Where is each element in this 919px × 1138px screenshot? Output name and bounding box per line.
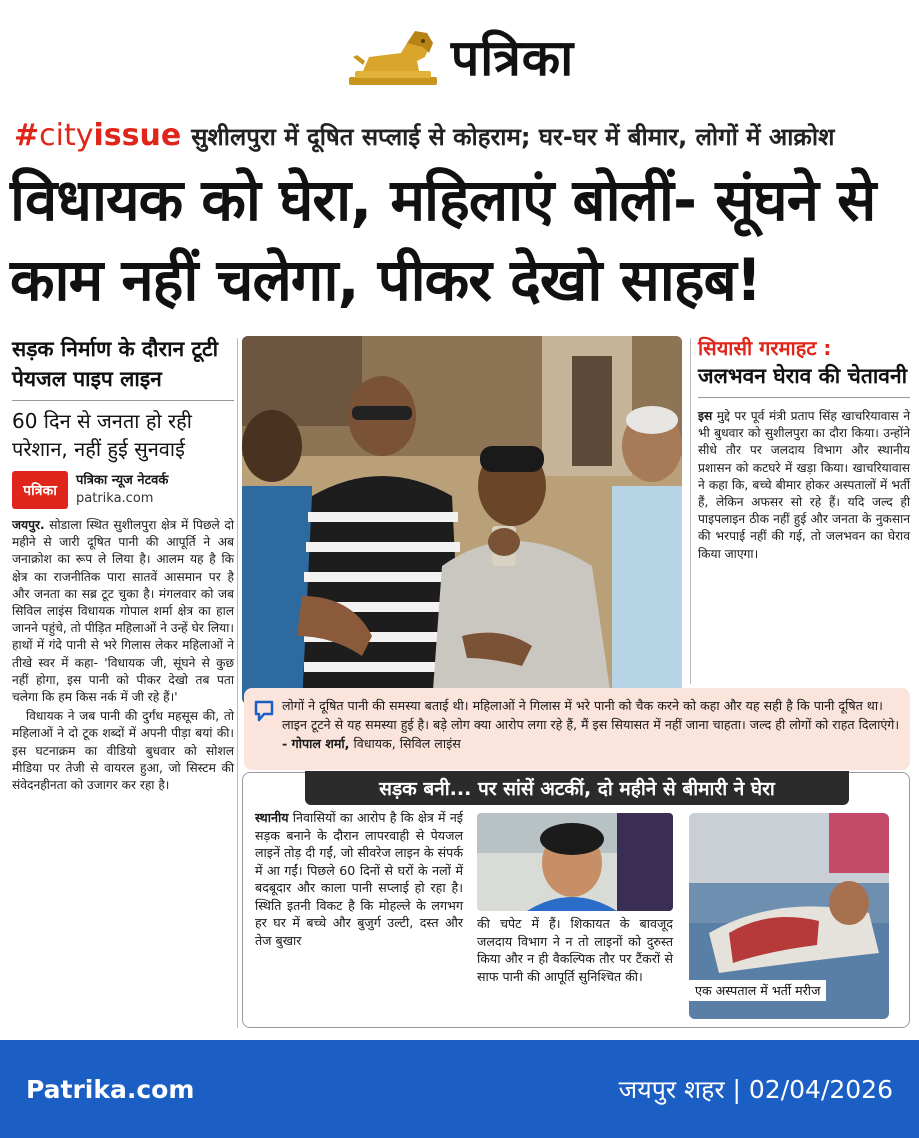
lion-logo-icon xyxy=(345,21,441,91)
footer-bar xyxy=(0,1040,919,1138)
city-issue-tag: #cityissue xyxy=(14,118,182,153)
hospital-caption: एक अस्पताल में भर्ती मरीज xyxy=(689,980,826,1001)
dateline: जयपुर. xyxy=(12,518,45,532)
quote-text: लोगों ने दूषित पानी की समस्या बताई थी। महिलाओं ने गिलास में भरे पानी को चैक करने को कहा और यह सही है कि पानी दूषित था। लाइन टूटने से यह समस्या हुई है। बड़े लोग क्या आरोप लगा रहे हैं, मैं इस सियासत में नहीं जाना चाहता। जल्द ही लोगों को राहत दिलाएंगे। xyxy=(282,698,900,732)
hospital-photo xyxy=(689,813,889,1019)
right-headline: जलभवन घेराव की चेतावनी xyxy=(698,364,908,388)
left-para-2: विधायक ने जब पानी की दुर्गंध महसूस की, तो महिलाओं ने दो टूक शब्दों में अपनी पीड़ा बयां की। इस घटनाक्रम का वीडियो बुधवार को सोशल मीडिया पर तेजी से वायरल हुआ, जो सिस्टम की संवेदनहीनता को उजागर कर रहा है। xyxy=(12,709,234,793)
column-rule-right xyxy=(690,338,691,684)
bottom-story-box xyxy=(242,772,910,1028)
quote-author: - गोपाल शर्मा, xyxy=(282,736,350,751)
footer-site-link[interactable]: Patrika.com xyxy=(26,1074,195,1104)
quote-role: विधायक, सिविल लाइंस xyxy=(353,736,461,751)
divider xyxy=(698,397,910,398)
divider xyxy=(12,400,234,401)
column-rule-left xyxy=(237,338,238,1028)
byline-name: पत्रिका न्यूज नेटवर्क xyxy=(76,473,169,488)
main-photo-illustration xyxy=(242,336,682,704)
bottom-story-headline: सड़क बनी... पर सांसें अटकीं, दो महीने से बीमारी ने घेरा xyxy=(305,771,849,805)
right-kicker: सियासी गरमाहट : xyxy=(698,336,832,360)
byline-site: patrika.com xyxy=(76,491,154,506)
main-headline: विधायक को घेरा, महिलाएं बोलीं- सूंघने से काम नहीं चलेगा, पीकर देखो साहब! xyxy=(10,166,876,314)
main-photo xyxy=(242,336,682,704)
left-subhead: सड़क निर्माण के दौरान टूटी पेयजल पाइप लाइन xyxy=(12,337,219,391)
left-body xyxy=(12,517,234,794)
left-deck: 60 दिन से जनता हो रही परेशान, नहीं हुई सुनवाई xyxy=(12,409,192,461)
masthead xyxy=(0,0,919,112)
right-body: इस मुद्दे पर पूर्व मंत्री प्रताप सिंह खाचरियावास ने भी बुधवार को सुशीलपुरा का दौरा किया। उन्होंने सीधे तौर पर जलदाय विभाग और स्थानीय प्रशासन को कटघरे में खड़ा किया। खाचरियावास ने कहा कि, बच्चे बीमार होकर अस्पतालों में भर्ती हैं, लेकिन अफसर सो रहे हैं। यदि जल्द ही पाइपलाइन ठीक नहीं हुई और जनता के नुकसान की भरपाई नहीं की गई, तो जलभवन का घेराव किया जाएगा। xyxy=(698,409,911,561)
patrika-badge: पत्रिका xyxy=(12,471,68,509)
left-para-1: सोडाला स्थित सुशीलपुरा क्षेत्र में पिछले दो महीने से जारी दूषित पानी की आपूर्ति ने अब जनाक्रोश का रूप ले लिया है। आलम यह है कि क्षेत्र का राजनीतिक पारा सातवें आसमान पर है और जनता का सब्र टूट चुका है। मंगलवार को जब सिविल लाइंस विधायक गोपाल शर्मा क्षेत्र का हाल जानने पहुंचे, तो पीड़ित महिलाओं ने उन्हें घेर लिया। हाथों में गंदे पानी से भरे गिलास लेकर महिलाओं ने तीखे स्वर में कहा- 'विधायक जी, सूंघने से कुछ नहीं होगा, इस पानी को पीकर देखो तब पता चलेगा कि हम किस नर्क में जी रहे हैं।' xyxy=(12,518,235,705)
kicker xyxy=(14,118,909,158)
footer-edition-date: जयपुर शहर | 02/04/2026 xyxy=(618,1075,893,1104)
brand-name: पत्रिका xyxy=(450,29,575,87)
byline xyxy=(12,471,234,509)
left-column xyxy=(12,334,234,794)
child-photo-illustration xyxy=(477,813,673,911)
mla-quote-box xyxy=(244,688,910,770)
child-photo xyxy=(477,813,673,911)
bottom-col-2: की चपेट में हैं। शिकायत के बावजूद जलदाय विभाग ने न तो लाइनों को दुरुस्त किया और न ही वैकल्पिक तौर पर टैंकरों से साफ पानी की आपूर्ति सुनिश्चित की। xyxy=(477,916,673,984)
quote-icon xyxy=(254,700,274,722)
kicker-text: सुशीलपुरा में दूषित सप्लाई से कोहराम; घर-घर में बीमार, लोगों में आक्रोश xyxy=(191,123,835,151)
bottom-col-1: स्थानीय निवासियों का आरोप है कि क्षेत्र में नई सड़क बनाने के दौरान लापरवाही से पेयजल लाइनें तोड़ दी गईं, जो सीवरेज लाइन के संपर्क में आ गईं। पिछले 60 दिनों से घरों के नलों में बदबूदार और काला पानी सप्लाई हो रहा है। स्थिति इतनी विकट है कि मोहल्ले के लगभग हर घर में बच्चे और बुजुर्ग उल्टी, दस्त और तेज बुखार xyxy=(255,810,463,948)
right-column xyxy=(698,334,910,563)
